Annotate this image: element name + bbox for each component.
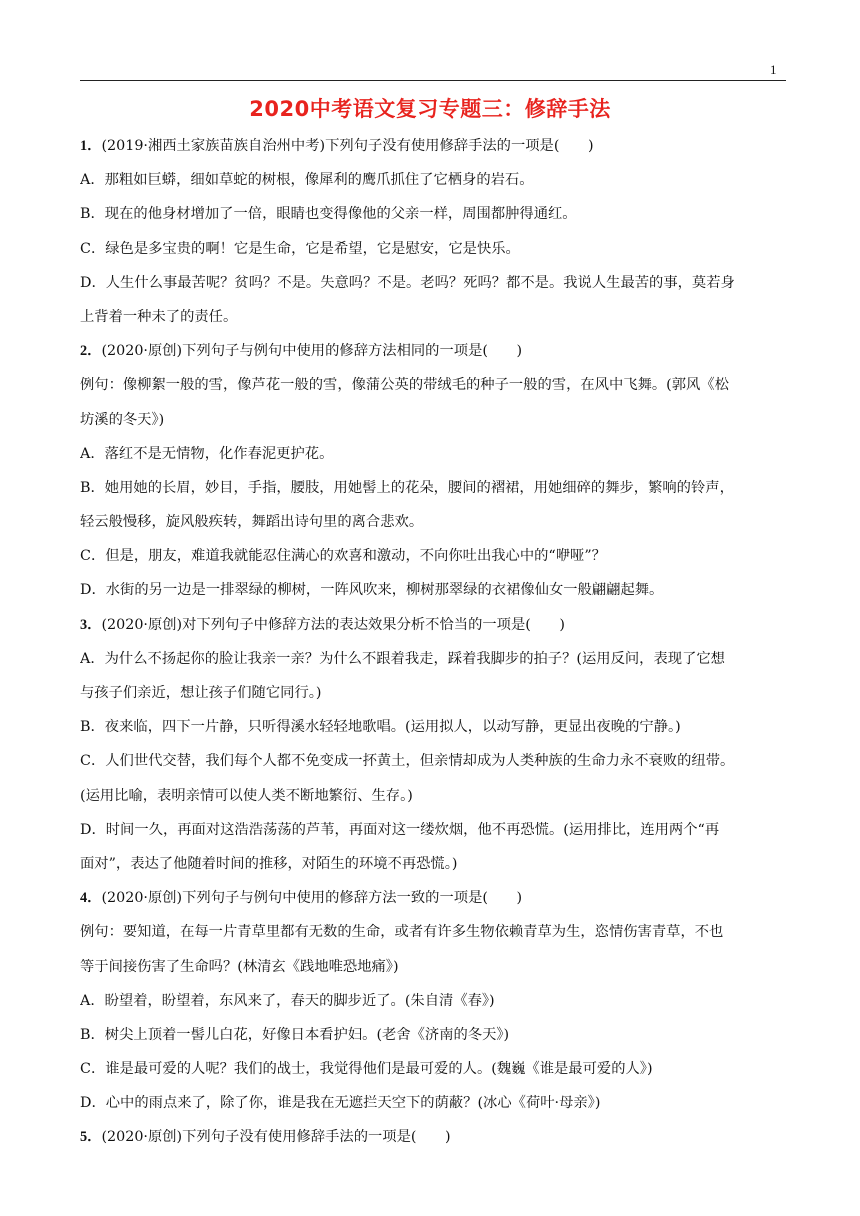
question-number: 5． xyxy=(80,1129,102,1146)
question-line: 等于间接伤害了生命吗？(林清玄《践地唯恐地痛》) xyxy=(80,958,399,975)
question-line: 坊溪的冬天》) xyxy=(80,411,165,428)
question-line: C．人们世代交替，我们每个人都不免变成一抔黄土，但亲情却成为人类种族的生命力永不衰败的纽带。 xyxy=(80,753,735,770)
question-number: 4． xyxy=(80,890,102,907)
question-number: 3． xyxy=(80,616,102,633)
question-line: A．盼望着，盼望着，东风来了，春天的脚步近了。(朱自清《春》) xyxy=(80,992,495,1009)
question-line: 上背着一种未了的责任。 xyxy=(80,308,238,325)
page-number: 1 xyxy=(770,62,777,77)
question-line: 例句：要知道，在每一片青草里都有无数的生命，或者有许多生物依赖青草为生，恣情伤害青草，不也 xyxy=(80,924,724,941)
question-line: A．为什么不扬起你的脸让我亲一亲？为什么不跟着我走，踩着我脚步的拍子？(运用反问，表现了它想 xyxy=(80,650,725,667)
document-title: 2020中考语文复习专题三：修辞手法 xyxy=(249,97,611,121)
question-line: 与孩子们亲近，想让孩子们随它同行。) xyxy=(80,685,322,701)
question-line: A．落红不是无情物，化作春泥更护花。 xyxy=(80,445,334,462)
question-line: A．那粗如巨蟒，细如草蛇的树根，像犀利的鹰爪抓住了它栖身的岩石。 xyxy=(80,172,534,189)
question-line: B．现在的他身材增加了一倍，眼睛也变得像他的父亲一样，周围都肿得通红。 xyxy=(80,206,577,223)
header-rule xyxy=(80,80,786,81)
question-number: 2． xyxy=(80,343,102,360)
question-line: D．心中的雨点来了，除了你，谁是我在无遮拦天空下的荫蔽？(冰心《荷叶·母亲》) xyxy=(80,1095,601,1112)
question-stem xyxy=(80,129,786,163)
question-stem xyxy=(80,1120,786,1154)
question-text: (2020·原创)下列句子与例句中使用的修辞方法一致的一项是( ) xyxy=(101,890,523,907)
question-stem xyxy=(80,334,786,368)
question-text: (2019·湘西土家族苗族自治州中考)下列句子没有使用修辞手法的一项是( ) xyxy=(101,138,594,154)
question-number: 1． xyxy=(80,138,102,154)
question-line: D．时间一久，再面对这浩浩荡荡的芦苇，再面对这一缕炊烟，他不再恐慌。(运用排比，连用两个“再 xyxy=(80,821,720,838)
question-stem xyxy=(80,881,786,915)
question-text: (2020·原创)下列句子与例句中使用的修辞方法相同的一项是( ) xyxy=(101,343,523,360)
question-line: D．人生什么事最苦呢？贫吗？不是。失意吗？不是。老吗？死吗？都不是。我说人生最苦的事，莫若身 xyxy=(80,274,735,291)
question-line: 轻云般慢移，旋风般疾转，舞蹈出诗句里的离合悲欢。 xyxy=(80,514,424,531)
question-line: C．但是，朋友，难道我就能忍住满心的欢喜和激动，不向你吐出我心中的“咿哑”？ xyxy=(80,548,606,565)
question-stem xyxy=(80,608,786,642)
question-line: 例句：像柳絮一般的雪，像芦花一般的雪，像蒲公英的带绒毛的种子一般的雪，在风中飞舞。(郭风《松 xyxy=(80,377,729,394)
question-line: B．她用她的长眉，妙目，手指，腰肢，用她髻上的花朵，腰间的褶裙，用她细碎的舞步，繁响的铃声， xyxy=(80,479,734,496)
question-line: B．夜来临，四下一片静，只听得溪水轻轻地歌唱。(运用拟人，以动写静，更显出夜晚的宁静。) xyxy=(80,719,681,736)
question-line: D．水街的另一边是一排翠绿的柳树，一阵风吹来，柳树那翠绿的衣裙像仙女一般翩翩起舞。 xyxy=(80,582,664,599)
question-text: (2020·原创)对下列句子中修辞方法的表达效果分析不恰当的一项是( ) xyxy=(101,616,566,633)
question-line: C．绿色是多宝贵的啊！它是生命，它是希望，它是慰安，它是快乐。 xyxy=(80,240,520,257)
question-text: (2020·原创)下列句子没有使用修辞手法的一项是( ) xyxy=(101,1129,451,1146)
question-line: B．树尖上顶着一髻儿白花，好像日本看护妇。(老舍《济南的冬天》) xyxy=(80,1026,510,1043)
question-line: 面对”，表达了他随着时间的推移，对陌生的环境不再恐慌。) xyxy=(80,855,458,872)
question-line: C．谁是最可爱的人呢？我们的战士，我觉得他们是最可爱的人。(魏巍《谁是最可爱的人》) xyxy=(80,1061,653,1078)
question-line: (运用比喻，表明亲情可以使人类不断地繁衍、生存。) xyxy=(80,787,413,804)
question-list xyxy=(80,129,786,1155)
